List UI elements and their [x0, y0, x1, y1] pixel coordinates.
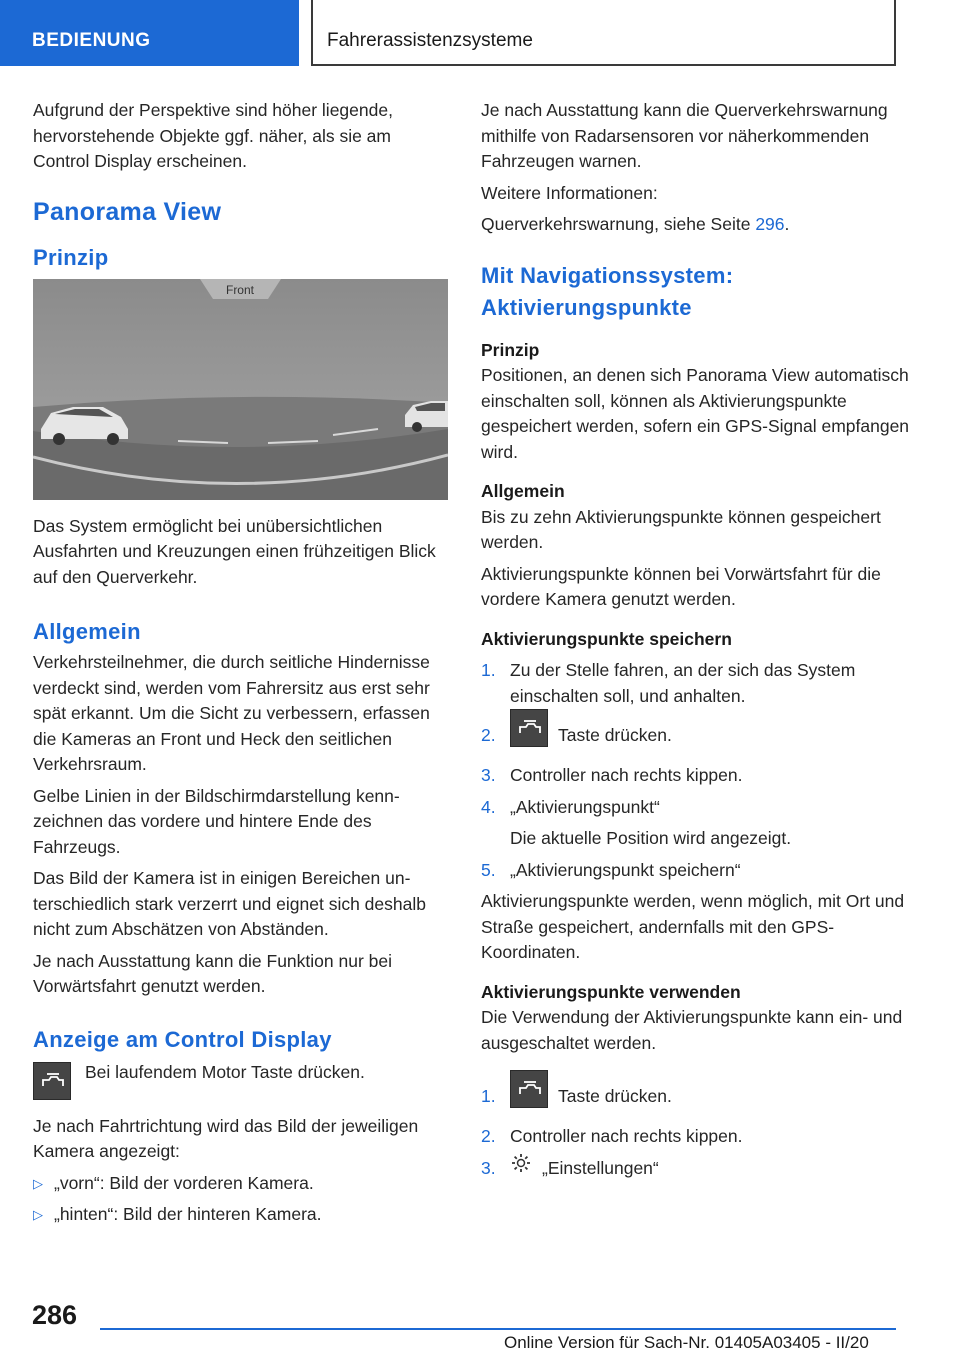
page-link[interactable]: 296: [755, 214, 785, 234]
bullet-marker: ▷: [33, 1207, 43, 1222]
speichern-after-paragraph: Aktivierungspunkte werden, wenn möglich, mit Ort und Straße gespeichert, andernfalls mit den GPS-Koordinaten.: [481, 891, 905, 962]
verwenden-paragraph: Die Verwendung der Aktivierungspunkte kann ein- und ausgeschaltet werden.: [481, 1007, 903, 1053]
querverkehr-paragraph: Je nach Ausstattung kann die Querverkehrswarnung mithilfe von Radarsensoren vor näherkommenden Fahrzeugen warnen.: [481, 100, 888, 171]
step-item: [481, 715, 921, 757]
step-text: Controller nach rechts kippen.: [510, 765, 743, 785]
heading-allgemein-right: Allgemein: [481, 481, 565, 501]
step-text: Taste drücken.: [558, 725, 672, 745]
prinzip-paragraph: Das System ermöglicht bei unübersichtlichen Ausfahrten und Kreuzungen einen frühzeitigen Blick auf den Querverkehr.: [33, 515, 436, 587]
step-number: 4.: [481, 796, 496, 817]
step-item: [481, 763, 921, 789]
allgemein-right-paragraph-2: Aktivierungspunkte können bei Vorwärtsfahrt für die vordere Kamera genutzt werden.: [481, 563, 881, 609]
step-text: „Aktivierungspunkt speichern“: [510, 859, 741, 880]
step-item: [481, 658, 921, 709]
footer-divider: [100, 1328, 896, 1330]
anzeige-paragraph: Je nach Fahrtrichtung wird das Bild der jeweiligen Kamera angezeigt:: [33, 1115, 419, 1161]
step-number: 1.: [481, 660, 496, 680]
image-front-label: Front: [225, 282, 255, 297]
section-tab: BEDIENUNG: [0, 0, 299, 66]
intro-paragraph: Aufgrund der Perspektive sind höher liegende, hervorstehende Objekte ggf. näher, als sie am Control Display erscheinen.: [33, 100, 393, 171]
right-column: [481, 98, 921, 1182]
allgemein-paragraph-2: Gelbe Linien in der Bildschirmdarstellung kennzeichnen das vordere und hintere Ende des Fahrzeugs.: [33, 785, 400, 857]
anzeige-icon-text: Bei laufendem Motor Taste drücken.: [85, 1061, 365, 1082]
step-text: „Aktivierungspunkt“: [510, 796, 660, 817]
heading-navigation-line-1: Mit Navigationssystem:: [481, 262, 734, 288]
step-text: Zu der Stelle fahren, an der sich das System einschalten soll, und anhalten.: [510, 660, 856, 706]
querverkehr-reference: [481, 212, 921, 238]
bullet-text: „vorn“: Bild der vorderen Kamera.: [54, 1172, 314, 1193]
weitere-info-label: Weitere Informationen:: [481, 182, 658, 203]
heading-prinzip-right: Prinzip: [481, 339, 540, 360]
anzeige-icon-row: [33, 1060, 448, 1104]
allgemein-paragraph-1: Verkehrsteilnehmer, die durch seitliche Hindernisse verdeckt sind, werden vom Fahrersitz aus erst sehr spät erkannt. Um die Sicht zu verbessern, erfassen die Kameras an Front und Heck den seitlichen Verkehrsraum.: [33, 652, 430, 774]
heading-speichern: Aktivierungspunkte speichern: [481, 628, 732, 649]
page-number: 286: [32, 1300, 78, 1330]
step-number: 2.: [481, 725, 496, 745]
heading-navigation-line-2: Aktivierungspunkte: [481, 294, 692, 320]
camera-button-icon: [510, 1070, 548, 1108]
step-subtext: [481, 826, 921, 852]
allgemein-right-paragraph-1: Bis zu zehn Aktivierungspunkte können gespeichert werden.: [481, 506, 881, 552]
allgemein-paragraph-4: Je nach Ausstattung kann die Funktion nur bei Vorwärtsfahrt genutzt werden.: [33, 950, 392, 996]
prinzip-right-paragraph: Positionen, an denen sich Panorama View automatisch einschalten soll, können als Aktivierungspunkte gespeichert werden, sofern ein GPS-Signal empfangen wird.: [481, 365, 910, 462]
step-item: [481, 858, 921, 884]
chapter-title: Fahrerassistenzsysteme: [311, 0, 896, 66]
bullet-item: [33, 1202, 448, 1228]
step-item: [481, 795, 921, 821]
bullet-item: [33, 1171, 448, 1197]
step-text: „Einstellungen“: [542, 1157, 659, 1178]
gear-icon: [510, 1152, 532, 1182]
left-column: [33, 98, 448, 1228]
heading-allgemein: Allgemein: [33, 619, 141, 644]
bullet-text: „hinten“: Bild der hinteren Kamera.: [54, 1204, 322, 1224]
camera-button-icon: [510, 709, 548, 747]
step-number: 5.: [481, 859, 496, 880]
step-sub-text: Die aktuelle Position wird angezeigt.: [510, 828, 792, 848]
edition-note: Online Version für Sach-Nr. 01405A03405 - II/20: [504, 1333, 869, 1352]
heading-prinzip: Prinzip: [33, 244, 109, 270]
heading-panorama-view: Panorama View: [33, 197, 222, 226]
heading-anzeige: Anzeige am Control Display: [33, 1026, 332, 1052]
step-text: Controller nach rechts kippen.: [510, 1126, 743, 1146]
step-number: 1.: [481, 1086, 496, 1106]
camera-view-illustration: [33, 279, 448, 500]
step-number: 3.: [481, 1157, 496, 1178]
allgemein-paragraph-3: Das Bild der Kamera ist in einigen Bereichen unterschiedlich stark verzerrt und eignet sich deshalb nicht zum Abschätzen von Abständen.: [33, 868, 426, 939]
step-item: [481, 1156, 921, 1182]
step-item: [481, 1124, 921, 1150]
step-number: 2.: [481, 1126, 496, 1146]
reference-text: Querverkehrswarnung, siehe Seite: [481, 214, 756, 234]
step-number: 3.: [481, 765, 496, 785]
reference-end: .: [784, 214, 790, 234]
heading-verwenden: Aktivierungspunkte verwenden: [481, 981, 741, 1002]
step-text: Taste drücken.: [558, 1086, 672, 1106]
step-item: [481, 1076, 921, 1118]
bullet-marker: ▷: [33, 1175, 43, 1191]
camera-button-icon: [33, 1062, 71, 1100]
